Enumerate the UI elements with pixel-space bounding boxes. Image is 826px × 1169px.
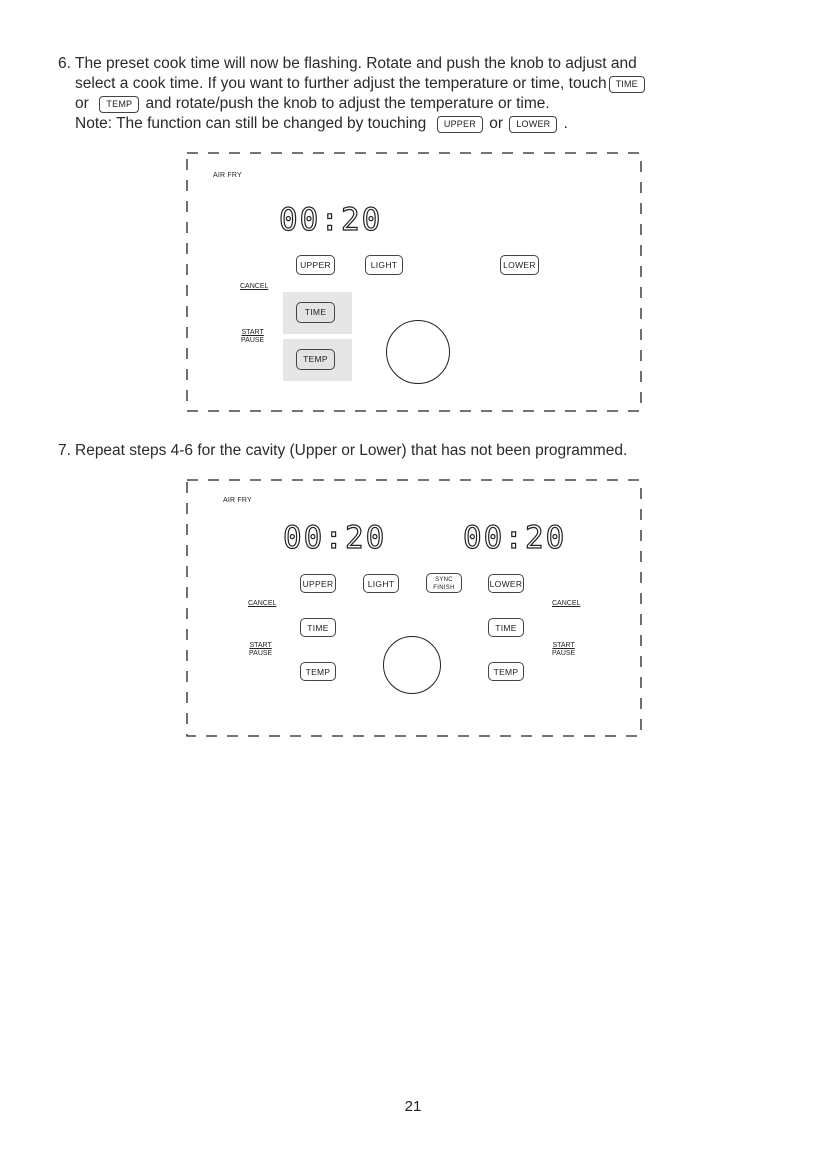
step-6-number: 6.	[58, 55, 71, 72]
lower-time-button[interactable]: TIME	[488, 618, 524, 637]
temp-button[interactable]: TEMP	[296, 349, 335, 370]
start-pause-label-left: START PAUSE	[249, 642, 273, 657]
page-number: 21	[404, 1098, 422, 1115]
step-6-line-3: or TEMP and rotate/push the knob to adjust the temperature or time.	[75, 95, 550, 112]
upper-temp-button[interactable]: TEMP	[300, 662, 336, 681]
upper-time-button[interactable]: TIME	[300, 618, 336, 637]
light-button[interactable]: LIGHT	[365, 255, 403, 275]
step-7-number: 7.	[58, 442, 71, 459]
step-6	[58, 54, 778, 134]
panel-2-dashed-border	[186, 479, 642, 737]
step-6-line-2: select a cook time. If you want to further adjust the temperature or time, touch TIME	[75, 74, 778, 94]
inline-lower-key: LOWER	[509, 116, 557, 133]
upper-button[interactable]: UPPER	[296, 255, 335, 275]
lower-button[interactable]: LOWER	[500, 255, 539, 275]
step-6-line-4: Note: The function can still be changed by touching UPPER or LOWER .	[75, 115, 568, 132]
cancel-label-right: CANCEL	[552, 600, 581, 607]
control-knob[interactable]	[383, 636, 441, 694]
control-knob[interactable]	[386, 320, 450, 384]
control-panel-1	[186, 152, 642, 412]
inline-upper-key: UPPER	[437, 116, 483, 133]
upper-time-display: 00:20	[283, 520, 387, 556]
time-display: 00:20	[279, 202, 383, 238]
cancel-label: CANCEL	[240, 283, 269, 290]
step-7: 7. Repeat steps 4-6 for the cavity (Upper or Lower) that has not been programmed.	[58, 442, 628, 459]
start-pause-label-right: START PAUSE	[552, 642, 576, 657]
upper-button[interactable]: UPPER	[300, 574, 336, 593]
lower-time-display: 00:20	[463, 520, 567, 556]
mode-label: AIR FRY	[223, 497, 252, 504]
step-6-line-1: The preset cook time will now be flashing. Rotate and push the knob to adjust and	[75, 55, 637, 72]
start-pause-label: START PAUSE	[241, 329, 265, 344]
light-button[interactable]: LIGHT	[363, 574, 399, 593]
lower-temp-button[interactable]: TEMP	[488, 662, 524, 681]
control-panel-2	[186, 479, 642, 737]
cancel-label-left: CANCEL	[248, 600, 277, 607]
time-button[interactable]: TIME	[296, 302, 335, 323]
inline-temp-key: TEMP	[99, 96, 139, 113]
inline-time-key: TIME	[609, 76, 645, 93]
mode-label: AIR FRY	[213, 172, 242, 179]
sync-finish-button[interactable]: SYNC FINISH	[426, 573, 462, 593]
lower-button[interactable]: LOWER	[488, 574, 524, 593]
